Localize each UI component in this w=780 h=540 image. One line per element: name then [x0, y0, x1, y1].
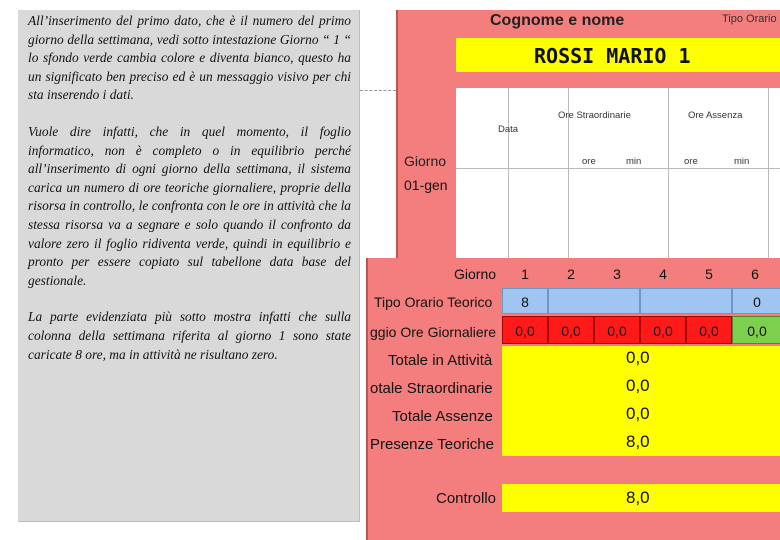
sub-ore-straord: ore — [582, 156, 596, 167]
sub-min-assenza: min — [734, 156, 750, 167]
conteggio-label: ggio Ore Giornaliere — [370, 324, 497, 340]
conteggio-cell-4: 0,0 — [640, 316, 686, 344]
employee-name: ROSSI MARIO 1 — [534, 44, 691, 68]
conteggio-cell-3: 0,0 — [594, 316, 640, 344]
grid-line — [456, 168, 780, 169]
day-3: 3 — [613, 266, 621, 282]
grid-line — [768, 88, 769, 260]
name-header: Cognome e nome — [490, 12, 625, 29]
tipo-cell-1[interactable]: 8 — [502, 288, 548, 314]
note-paragraph-1: All’inserimento del primo dato, che è il numero del primo giorno della settimana, vedi sotto intestazione Giorno “ 1 “ lo sfondo verde cambia colore e diventa bianco, questo ha un significato ben preciso ed è un messaggio visivo per chi sta inserendo i dati. — [28, 13, 351, 103]
col-straordinarie: Ore Straordinarie — [558, 110, 631, 121]
tipo-orario-label: Tipo Orario Teorico — [374, 294, 493, 310]
conteggio-cell-5: 0,0 — [686, 316, 732, 344]
col-data: Data — [498, 124, 519, 135]
grid-line — [508, 88, 509, 260]
grid-line — [668, 88, 669, 260]
giorno-row-label: Giorno — [454, 266, 497, 282]
tipo-cell-2-3[interactable] — [548, 288, 640, 314]
tipo-cell-4-5[interactable] — [640, 288, 732, 314]
date-grid — [456, 88, 780, 260]
giorno-label: Giorno — [404, 153, 447, 169]
day-6: 6 — [751, 266, 759, 282]
day-1: 1 — [521, 266, 529, 282]
timesheet-header-panel — [396, 10, 780, 260]
totale-assenze-value: 0,0 — [626, 404, 650, 423]
explanation-note — [18, 10, 360, 522]
tipo-cell-6[interactable]: 0 — [732, 288, 780, 314]
sub-ore-assenza: ore — [684, 156, 698, 167]
employee-name-cell[interactable] — [456, 38, 780, 72]
weekly-summary-panel — [366, 258, 780, 540]
col-assenza: Ore Assenza — [688, 110, 743, 121]
controllo-value: 8,0 — [626, 488, 650, 507]
totale-straord-label: otale Straordinarie — [370, 380, 493, 397]
note-paragraph-2: Vuole dire infatti, che in quel momento, il foglio informatico, non è completo o in equilibrio perché all’inserimento di ogni giorno della settimana, il sistema carica un numero di ore teoriche giornaliere, proprie della risorsa in controllo, le confronta con le ore in attività che la stessa risorsa va a segnare e solo quando il confronto da valore zero il foglio ridiventa verde, quindi in equilibrio e pronto per essere copiato sul tabellone data base del gestionale. — [28, 123, 351, 288]
conteggio-cell-2: 0,0 — [548, 316, 594, 344]
day-4: 4 — [659, 266, 667, 282]
first-date: 01-gen — [404, 177, 448, 193]
note-paragraph-3: La parte evidenziata più sotto mostra infatti che sulla colonna della settimana riferita al giorno 1 sono state caricate 8 ore, ma in attività ne risultano zero. — [28, 309, 351, 362]
conteggio-row — [502, 316, 780, 344]
totale-straord-value: 0,0 — [626, 376, 650, 395]
presenze-teoriche-label: Presenze Teoriche — [370, 436, 494, 453]
presenze-teoriche-value: 8,0 — [626, 432, 650, 451]
totale-attivita-value: 0,0 — [626, 348, 650, 367]
controllo-label: Controllo — [436, 490, 497, 507]
day-2: 2 — [567, 266, 575, 282]
conteggio-cell-6: 0,0 — [732, 316, 780, 344]
tipo-orario-header: Tipo Orario — [722, 13, 777, 25]
conteggio-cell-1: 0,0 — [502, 316, 548, 344]
day-5: 5 — [705, 266, 713, 282]
sub-min-straord: min — [626, 156, 642, 167]
connector-line — [360, 90, 396, 91]
totale-attivita-label: Totale in Attività — [388, 352, 493, 369]
totale-assenze-label: Totale Assenze — [392, 408, 493, 425]
